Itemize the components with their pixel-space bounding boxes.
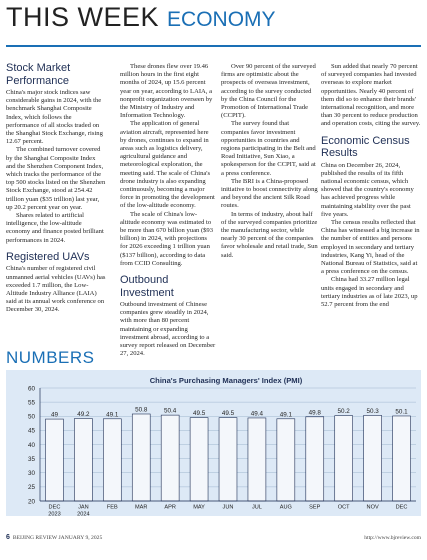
- x-tick-label: AUG: [279, 504, 292, 511]
- x-tick-label: OCT: [337, 504, 350, 511]
- bar-value-label: 49.1: [279, 411, 292, 419]
- census-paragraph: China on December 26, 2024, published the results of its fifth national economic census, which showed that the country's economy has achieved progress while maintaining stability over the past five years.: [321, 161, 414, 218]
- y-tick-label: 45: [27, 427, 35, 435]
- y-tick-label: 50: [27, 413, 35, 421]
- bar-value-label: 49.8: [308, 409, 321, 417]
- bar-value-label: 50.2: [337, 408, 350, 416]
- section-title: [6, 2, 276, 33]
- numbers-title: NUMBERS: [6, 348, 95, 367]
- uavs-paragraph: China's number of registered civil unmanned aerial vehicles (UAVs) has exceeded 1.7 million, the Low-Altitude Industry Alliance (LAIA) said at its annual work conference on December 30, 2024.: [6, 265, 106, 314]
- page-footer: [6, 532, 421, 546]
- census-heading: Economic Census Results: [321, 134, 410, 160]
- y-tick-label: 55: [27, 399, 35, 407]
- uavs-heading: Registered UAVs: [6, 250, 90, 263]
- bar-value-label: 50.4: [164, 407, 177, 415]
- y-tick-label: 20: [27, 498, 35, 506]
- stock-market-paragraph: The combined turnover covered by the Shanghai Composite Index and the Shenzhen Component Index, which tracks the performance of the top 500 stocks listed on the Shenzhen Stock Exchange, stood at 254.42 trillion yuan ($35 trillion) last year, up 20.2 percent year on year.: [6, 146, 106, 211]
- column-1: [6, 60, 106, 315]
- outbound-paragraph: Outbound investment of Chinese companies grew steadily in 2024, with more than 80 percent maintaining or expanding investment abroad, according to a survey report released on December 27, 2024.: [120, 301, 216, 358]
- x-tick-label: DEC: [48, 504, 61, 511]
- bar-value-label: 49: [50, 411, 58, 419]
- bar: [364, 415, 382, 501]
- bar: [103, 419, 121, 501]
- x-tick-label: APR: [164, 504, 176, 511]
- bar: [335, 416, 353, 501]
- bar: [190, 418, 208, 501]
- bar: [161, 415, 179, 501]
- column-2: [120, 63, 216, 359]
- bar: [393, 416, 411, 501]
- bar-value-label: 49.5: [192, 410, 206, 418]
- bar: [45, 419, 63, 501]
- bar-value-label: 49.1: [106, 411, 119, 419]
- column-3: [221, 63, 318, 260]
- x-tick-label: MAR: [135, 504, 148, 511]
- y-tick-label: 40: [27, 441, 35, 449]
- bar-value-label: 50.1: [395, 408, 408, 416]
- chart-title: China's Purchasing Managers' Index (PMI): [149, 376, 303, 385]
- x-tick-label: MAY: [193, 504, 205, 511]
- outbound-heading: Outbound Investment: [120, 274, 174, 299]
- y-tick-label: 30: [27, 470, 35, 478]
- uavs-paragraph: These drones flew over 19.46 million hours in the first eight months of 2024, up 15.6 percent year on year, according to LAIA, a nonprofit organization overseen by the Ministry of Industry and Information Technology.: [120, 63, 213, 120]
- bar: [132, 414, 150, 501]
- x-tick-label: SEP: [309, 504, 321, 511]
- outbound-paragraph: Sun added that nearly 70 percent of surveyed companies had invested overseas to explore market opportunities. Nearly 40 percent of them did so to enhance their brands' international recognition, and more than 30 percent to reduce production and operation costs, citing the survey.: [321, 63, 421, 128]
- outbound-paragraph: In terms of industry, about half of the surveyed companies prioritize the manufacturing sector, while nearly 30 percent of the companies favor wholesale and retail trade, Sun said.: [221, 210, 318, 259]
- x-tick-label: NOV: [366, 504, 379, 511]
- section-title-economy: ECONOMY: [167, 8, 276, 31]
- x-tick-label: 2024: [77, 511, 90, 516]
- x-tick-label: JUN: [222, 504, 234, 511]
- x-tick-label: JUL: [251, 504, 262, 511]
- y-tick-label: 60: [27, 385, 35, 393]
- bar-value-label: 50.3: [366, 407, 379, 415]
- x-tick-label: DEC: [395, 504, 408, 511]
- uavs-paragraph: The application of general aviation aircraft, represented here by drones, continues to expand in areas such as logistics delivery, agricultural guidance and meteorological exploration, the meeting said. The scale of China's drone industry is also expanding continuously, becoming a major force in promoting the development of the low-altitude economy.: [120, 120, 215, 210]
- y-tick-label: 25: [27, 484, 35, 492]
- y-tick-label: 35: [27, 455, 35, 463]
- bar-value-label: 50.8: [135, 406, 148, 414]
- stock-market-paragraph: China's major stock indices saw considerable gains in 2024, with the benchmark Shanghai Composite Index, which follows the performance of all stocks traded on the Shanghai Stock Exchange, rising 12.67 percent.: [6, 89, 103, 146]
- pmi-bar-chart: [6, 370, 421, 516]
- column-4: [321, 63, 421, 309]
- pmi-chart-panel: [6, 370, 421, 516]
- census-paragraph: The census results reflected that China has witnessed a big increase in the number of entities and persons employed in secondary and tertiary industries, Kang Yi, head of the National Bureau of Statistics, said at a press conference on the census.: [321, 219, 420, 276]
- section-title-this-week: THIS WEEK: [6, 2, 160, 32]
- x-tick-label: FEB: [106, 504, 118, 511]
- page-number: 6: [6, 534, 10, 541]
- outbound-paragraph: Over 90 percent of the surveyed firms are optimistic about the prospects of overseas investment, according to the survey conducted by the China Council for the Promotion of International Trade (CCPIT).: [221, 63, 316, 120]
- stock-market-heading: Stock Market Performance: [6, 62, 71, 87]
- stock-market-paragraph: Shares related to artificial intelligence, the low-altitude economy and finance posted brilliant performances in 2024.: [6, 212, 104, 244]
- bar-value-label: 49.5: [221, 410, 235, 418]
- bar-value-label: 49.2: [77, 411, 90, 419]
- outbound-paragraph: The BRI is a China-proposed initiative to boost connectivity along and beyond the ancient Silk Road routes.: [221, 177, 318, 210]
- header-rule: [6, 45, 421, 47]
- section-header: [6, 2, 421, 46]
- bar: [219, 418, 237, 501]
- footer-url: http://www.bjreview.com: [364, 535, 421, 541]
- census-paragraph: China had 33.27 million legal units engaged in secondary and tertiary industries as of late 2023, up 52.7 percent from the end: [321, 276, 418, 309]
- bar: [248, 418, 266, 501]
- outbound-paragraph: The survey found that companies favor investment opportunities in countries and regions participating in the Belt and Road Initiative, Sun Xiao, a spokesperson for the CCPIT, said at a press conference.: [221, 120, 316, 177]
- x-tick-label: 2023: [48, 511, 61, 516]
- magazine-issue: BEIJING REVIEW JANUARY 9, 2025: [12, 535, 103, 541]
- bar: [277, 419, 295, 501]
- uavs-paragraph: The scale of China's low-altitude economy was estimated to be more than 670 billion yuan ($93 billion) in 2024, with projections for 2026 exceeding 1 trillion yuan ($137 billion), according to data from CCID Consulting.: [120, 210, 214, 267]
- bar: [306, 417, 324, 501]
- bar-value-label: 49.4: [250, 410, 264, 418]
- x-tick-label: JAN: [78, 504, 89, 511]
- bar: [74, 419, 92, 501]
